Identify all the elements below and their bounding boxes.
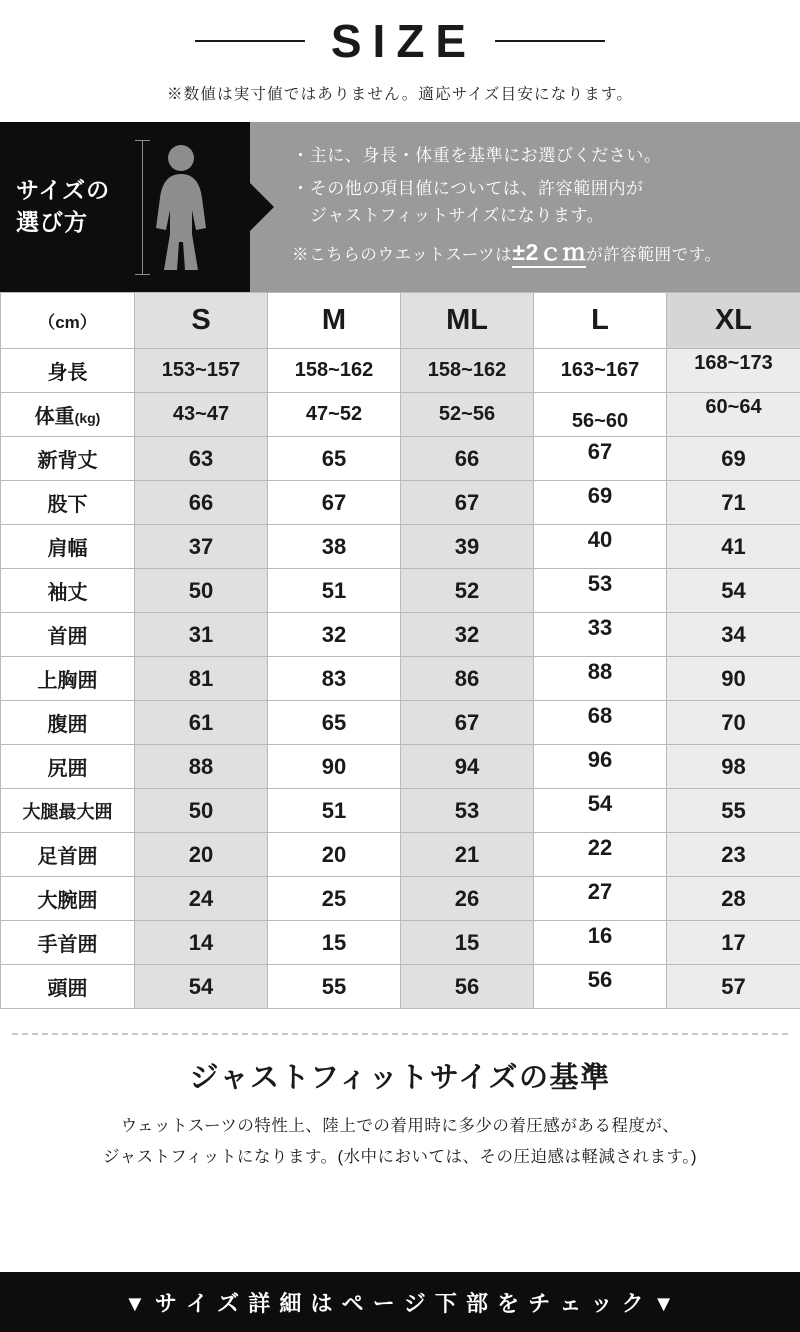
header-note: ※数値は実寸値ではありません。適応サイズ目安になります。 <box>166 86 634 103</box>
row-label-text: 首囲 <box>47 626 88 648</box>
table-col-header-l: L <box>534 293 667 349</box>
cell-thigh-s: 50 <box>135 789 268 833</box>
cell-neck-l: 33 <box>534 613 667 657</box>
title-rule-left <box>195 40 305 42</box>
row-label-text: 身長 <box>47 362 88 384</box>
cell-height-ml: 158~162 <box>401 349 534 393</box>
row-label-text: 新背丈 <box>37 450 98 472</box>
cell-upper-arm-l: 27 <box>534 877 667 921</box>
cell-back-length-xl: 69 <box>667 437 800 481</box>
justfit-heading: ジャストフィットサイズの基準 <box>189 1062 611 1094</box>
cell-wrist-ml: 15 <box>401 921 534 965</box>
row-label-text: 手首囲 <box>37 934 98 956</box>
cell-weight-l: 56~60 <box>534 393 667 437</box>
cell-ankle-xl: 23 <box>667 833 800 877</box>
table-row <box>1 525 800 569</box>
row-label-text: 頭囲 <box>47 978 88 1000</box>
cell-thigh-xl: 55 <box>667 789 800 833</box>
howto-right-panel <box>250 122 800 292</box>
justfit-line-2: ジャストフィットになります。(水中においては、その圧迫感は軽減されます。) <box>103 1147 697 1166</box>
cell-sleeve-s: 50 <box>135 569 268 613</box>
cell-neck-xl: 34 <box>667 613 800 657</box>
cell-waist-ml: 67 <box>401 701 534 745</box>
cell-sleeve-ml: 52 <box>401 569 534 613</box>
table-row <box>1 921 800 965</box>
justfit-line-1: ウェットスーツの特性上、陸上での着用時に多少の着圧感がある程度が、 <box>120 1117 680 1135</box>
table-row <box>1 569 800 613</box>
cell-sleeve-m: 51 <box>268 569 401 613</box>
row-label-ankle <box>1 833 135 877</box>
table-row <box>1 481 800 525</box>
cell-inseam-xl: 71 <box>667 481 800 525</box>
row-label-text: 足首囲 <box>37 846 98 868</box>
row-label-text: 肩幅 <box>47 538 88 560</box>
table-row <box>1 877 800 921</box>
tolerance-value: ±2ｃｍ <box>512 239 586 268</box>
cell-waist-l: 68 <box>534 701 667 745</box>
row-label-waist <box>1 701 135 745</box>
cell-wrist-l: 16 <box>534 921 667 965</box>
cell-height-m: 158~162 <box>268 349 401 393</box>
row-label-shoulder <box>1 525 135 569</box>
cell-ankle-ml: 21 <box>401 833 534 877</box>
table-col-header-m: M <box>268 293 401 349</box>
row-label-hip <box>1 745 135 789</box>
cell-waist-m: 65 <box>268 701 401 745</box>
size-table <box>0 292 800 1009</box>
cell-thigh-ml: 53 <box>401 789 534 833</box>
howto-tolerance-note <box>292 236 786 269</box>
cell-hip-s: 88 <box>135 745 268 789</box>
cell-ankle-s: 20 <box>135 833 268 877</box>
cell-shoulder-s: 37 <box>135 525 268 569</box>
row-label-text: 上胸囲 <box>37 670 98 692</box>
howto-left-panel <box>0 122 250 292</box>
cell-hip-m: 90 <box>268 745 401 789</box>
row-label-upper-chest <box>1 657 135 701</box>
row-label-head <box>1 965 135 1009</box>
height-measure-line <box>142 140 143 274</box>
row-label-text: 大腕囲 <box>37 890 98 912</box>
howto-left-label-line1: サイズの <box>16 177 111 204</box>
table-row <box>1 701 800 745</box>
howto-band <box>0 122 800 292</box>
figure-area <box>130 122 230 292</box>
cell-upper-arm-s: 24 <box>135 877 268 921</box>
cell-neck-ml: 32 <box>401 613 534 657</box>
cell-inseam-ml: 67 <box>401 481 534 525</box>
cell-upper-arm-xl: 28 <box>667 877 800 921</box>
cell-inseam-s: 66 <box>135 481 268 525</box>
howto-left-label-line2: 選び方 <box>16 209 88 235</box>
cell-waist-xl: 70 <box>667 701 800 745</box>
cell-upper-chest-xl: 90 <box>667 657 800 701</box>
cell-head-ml: 56 <box>401 965 534 1009</box>
cell-shoulder-xl: 41 <box>667 525 800 569</box>
table-row <box>1 437 800 481</box>
cell-weight-m: 47~52 <box>268 393 401 437</box>
cell-upper-chest-l: 88 <box>534 657 667 701</box>
table-col-header-xl: XL <box>667 293 800 349</box>
cell-height-xl: 168~173 <box>667 349 800 393</box>
table-col-header-s: S <box>135 293 268 349</box>
cell-wrist-s: 14 <box>135 921 268 965</box>
height-measure-cap-top <box>135 140 150 141</box>
cell-weight-s: 43~47 <box>135 393 268 437</box>
cell-thigh-m: 51 <box>268 789 401 833</box>
woman-figure-icon <box>152 144 210 270</box>
cell-ankle-m: 20 <box>268 833 401 877</box>
cell-upper-arm-m: 25 <box>268 877 401 921</box>
cell-sleeve-l: 53 <box>534 569 667 613</box>
cell-thigh-l: 54 <box>534 789 667 833</box>
cell-back-length-s: 63 <box>135 437 268 481</box>
table-row <box>1 833 800 877</box>
cell-upper-chest-m: 83 <box>268 657 401 701</box>
cell-wrist-xl: 17 <box>667 921 800 965</box>
row-label-text: 股下 <box>47 494 88 516</box>
cell-upper-chest-ml: 86 <box>401 657 534 701</box>
height-measure-cap-bottom <box>135 274 150 275</box>
row-label-weight <box>1 393 135 437</box>
cell-wrist-m: 15 <box>268 921 401 965</box>
table-row <box>1 657 800 701</box>
cell-waist-s: 61 <box>135 701 268 745</box>
cell-hip-ml: 94 <box>401 745 534 789</box>
table-col-header-ml: ML <box>401 293 534 349</box>
table-row <box>1 745 800 789</box>
cell-weight-xl: 60~64 <box>667 393 800 437</box>
table-row <box>1 789 800 833</box>
cell-height-l: 163~167 <box>534 349 667 393</box>
cell-shoulder-l: 40 <box>534 525 667 569</box>
row-label-text: 体重 <box>34 406 75 428</box>
table-unit-header: （cm） <box>1 293 135 349</box>
cell-inseam-m: 67 <box>268 481 401 525</box>
cell-neck-s: 31 <box>135 613 268 657</box>
row-label-text: 袖丈 <box>47 582 88 604</box>
cell-back-length-l: 67 <box>534 437 667 481</box>
cell-sleeve-xl: 54 <box>667 569 800 613</box>
row-label-sleeve <box>1 569 135 613</box>
tolerance-prefix: ※こちらのウエットスーツは <box>292 246 513 265</box>
cell-hip-xl: 98 <box>667 745 800 789</box>
cell-head-m: 55 <box>268 965 401 1009</box>
tolerance-suffix: が許容範囲です。 <box>586 246 722 265</box>
row-label-text: 大腿最大囲 <box>22 801 113 822</box>
row-label-wrist <box>1 921 135 965</box>
row-label-inseam <box>1 481 135 525</box>
row-label-unit: (kg) <box>74 410 101 426</box>
pointer-arrow-icon <box>248 181 274 233</box>
cell-height-s: 153~157 <box>135 349 268 393</box>
cell-back-length-ml: 66 <box>401 437 534 481</box>
cell-shoulder-m: 38 <box>268 525 401 569</box>
footer-text: ▼ サ イ ズ 詳 細 は ペ ー ジ 下 部 を チ ェ ッ ク ▼ <box>124 1290 676 1316</box>
cell-neck-m: 32 <box>268 613 401 657</box>
howto-bullet-3: ジャストフィットサイズになります。 <box>310 205 605 225</box>
cell-ankle-l: 22 <box>534 833 667 877</box>
howto-bullet-1: ・主に、身長・体重を基準にお選びください。 <box>292 146 662 166</box>
cell-inseam-l: 69 <box>534 481 667 525</box>
howto-bullet-2: ・その他の項目値については、許容範囲内が <box>292 179 644 198</box>
page-title: SIZE <box>330 15 478 67</box>
table-row <box>1 393 800 437</box>
cell-shoulder-ml: 39 <box>401 525 534 569</box>
row-label-text: 腹囲 <box>47 714 88 736</box>
howto-left-label <box>0 175 130 238</box>
cell-back-length-m: 65 <box>268 437 401 481</box>
cell-head-s: 54 <box>135 965 268 1009</box>
cell-weight-ml: 52~56 <box>401 393 534 437</box>
cell-upper-chest-s: 81 <box>135 657 268 701</box>
cell-head-l: 56 <box>534 965 667 1009</box>
cell-head-xl: 57 <box>667 965 800 1009</box>
table-row <box>1 965 800 1009</box>
page-header <box>0 0 800 104</box>
row-label-back-length <box>1 437 135 481</box>
footer-banner <box>0 1272 800 1332</box>
table-row <box>1 613 800 657</box>
row-label-neck <box>1 613 135 657</box>
title-row <box>0 15 800 67</box>
justfit-section <box>0 1035 800 1172</box>
row-label-upper-arm <box>1 877 135 921</box>
table-header-row <box>1 293 800 349</box>
table-row <box>1 349 800 393</box>
title-rule-right <box>495 40 605 42</box>
row-label-height <box>1 349 135 393</box>
cell-upper-arm-ml: 26 <box>401 877 534 921</box>
row-label-thigh <box>1 789 135 833</box>
cell-hip-l: 96 <box>534 745 667 789</box>
row-label-text: 尻囲 <box>47 758 88 780</box>
